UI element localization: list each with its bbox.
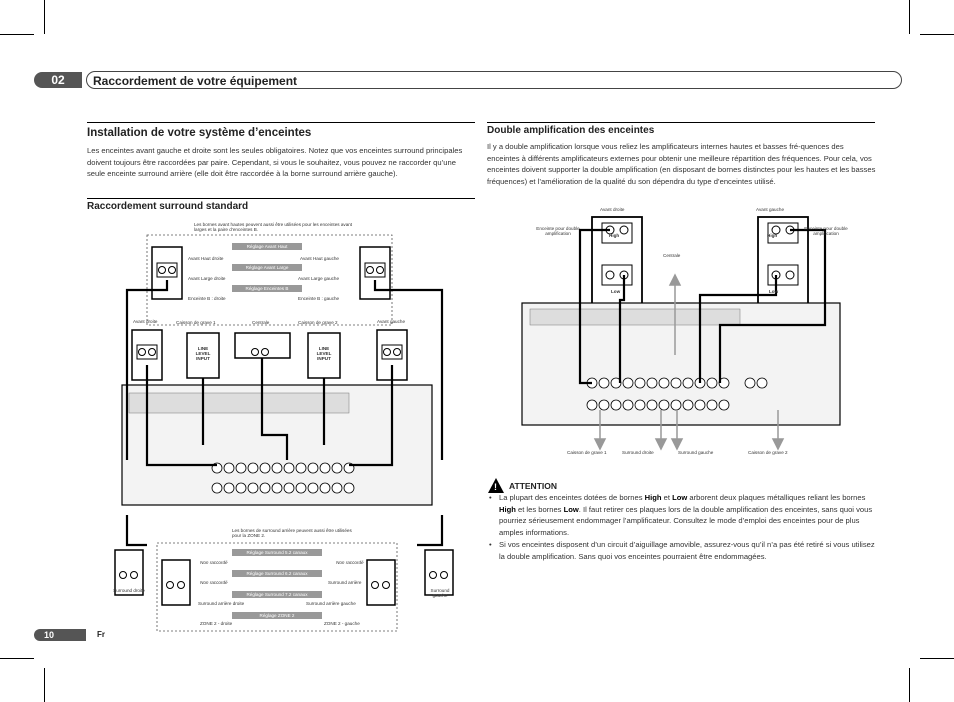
row-label: ZONE 2 - gauche [324,621,360,626]
line-level-label: LINE LEVEL INPUT [195,346,211,361]
attention-bullet: • La plupart des enceintes dotées de bornes High et Low arborent deux plaques métalliques reliant les bornes High et les bornes Low. Il faut retirer ces plaques lors de la double amplification des enceintes, sans quoi vous pourriez sérieusement endommager l’amplificateur. Consultez le mode d’emploi des enceintes pour de plus amples informations. [489,493,873,537]
surround-left-label: Surround gauche [678,450,714,455]
front-right-label: Avant droite [600,207,625,212]
front-wide-right-label: Avant Large droite [188,276,226,281]
speaker-b-right-label: Enceinte B : droite [188,296,226,301]
front-left-label: Avant gauche [377,319,406,324]
diagram-note: Les bornes avant hautes peuvent aussi être utilisées pour les enceintes avant larges et la paire d’enceintes B. [194,222,353,232]
low-label: Low [769,289,779,294]
subsection-title: Raccordement surround standard [87,201,249,212]
biamp-speaker-label: Enceinte pour double amplification [536,226,580,236]
subwoofer-2-label: Caisson de grave 2 [298,320,338,325]
biamp-speaker-label: Enceinte pour double amplification [804,226,848,236]
speaker-icon [235,333,290,358]
row-label: Non raccordé [336,560,364,565]
row-label: Surround arrière gauche [306,601,356,606]
subwoofer-1-label: Caisson de grave 1 [176,320,216,325]
front-high-left-label: Avant Haut gauche [300,256,339,261]
center-label: Centrale [663,253,681,258]
warning-icon-mark: ! [494,482,497,492]
surround-right-label: Surround droite [113,588,145,593]
row-label: Non raccordé [200,580,228,585]
crop-mark [909,0,910,34]
setting-bar: Réglage ZONE 2 [232,612,322,619]
speaker-icon [360,247,390,299]
chapter-number: 02 [34,72,82,88]
crop-mark [909,668,910,702]
front-left-label: Avant gauche [756,207,785,212]
section-title: Installation de votre système d’enceintes [87,127,312,139]
biamp-paragraph: Il y a double amplification lorsque vous reliez les amplificateurs internes hautes et basses fré-quences des enceintes à différents amplificateurs externes pour obtenir une meilleure répartition des fréquences. Pour cela, vos enceintes doivent supporter la double amplification (en disposant de bornes distinctes pour les hautes et les basses fréquences) et l’amélioration de la qualité du son dépendra du type d’enceintes utilisé. [487,142,876,186]
setting-bar: Réglage Surround 7.2 canaux [232,591,322,598]
high-label: High [609,233,620,238]
setting-bar: Réglage Avant Haut [232,243,302,250]
row-label: Surround arrière droite [198,601,245,606]
row-label: ZONE 2 - droite [200,621,233,626]
diagram-note: Les bornes de surround arrière peuvent aussi être utilisées pour la ZONE 2. [232,528,352,538]
speaker-icon [152,247,182,299]
attention-bullet: • Si vos enceintes disposent d’un circuit d’aiguillage amovible, assurez-vous qu’il n’a pas été retiré si vous utilisez la double amplification. Sans quoi vos enceintes pourraient être endommagées. [489,540,875,561]
speaker-icon [367,560,395,605]
speaker-icon [162,560,190,605]
row-label: Surround arrière [328,580,362,585]
high-label: High [767,233,778,238]
crop-mark [44,668,45,702]
crop-mark [920,34,954,35]
crop-mark [44,0,45,34]
section-rule [487,122,875,123]
surround-right-label: Surround droite [622,450,654,455]
chapter-title: Raccordement de votre équipement [86,71,902,89]
biamp-diagram [520,205,845,465]
surround-left-label: Surround gauche [430,588,450,598]
setting-bar: Réglage Surround 5.2 canaux [232,549,322,556]
setting-bar: Réglage Surround 6.2 canaux [232,570,322,577]
section-title: Double amplification des enceintes [487,125,655,136]
section-rule [87,122,475,123]
crop-mark [0,34,34,35]
setting-bar: Réglage Avant Large [232,264,302,271]
speaker-b-left-label: Enceinte B : gauche [298,296,340,301]
subsection-rule [87,198,475,199]
row-label: Non raccordé [200,560,228,565]
low-label: Low [611,289,621,294]
intro-paragraph: Les enceintes avant gauche et droite sont les seules obligatoires. Notez que vos enceintes surround principales doivent toujours être raccordées par paire. Cependant, si vous le souhaitez, vous pouvez ne raccorder qu’une seule enceinte surround arrière (elle doit être raccordée à la borne surround arrière gauche). [87,146,463,178]
subwoofer-1-label: Caisson de grave 1 [567,450,607,455]
crop-mark [920,658,954,659]
language-code: Fr [97,630,105,639]
setting-bar: Réglage Enceintes B [232,285,302,292]
front-wide-left-label: Avant Large gauche [298,276,340,281]
attention-title: ATTENTION [509,481,558,491]
front-right-label: Avant droite [133,319,158,324]
page-number: 10 [34,629,86,641]
front-high-right-label: Avant Haut droite [188,256,224,261]
subwoofer-2-label: Caisson de grave 2 [748,450,788,455]
center-label: Centrale [252,320,270,325]
crop-mark [0,658,34,659]
line-level-label: LINE LEVEL INPUT [316,346,332,361]
